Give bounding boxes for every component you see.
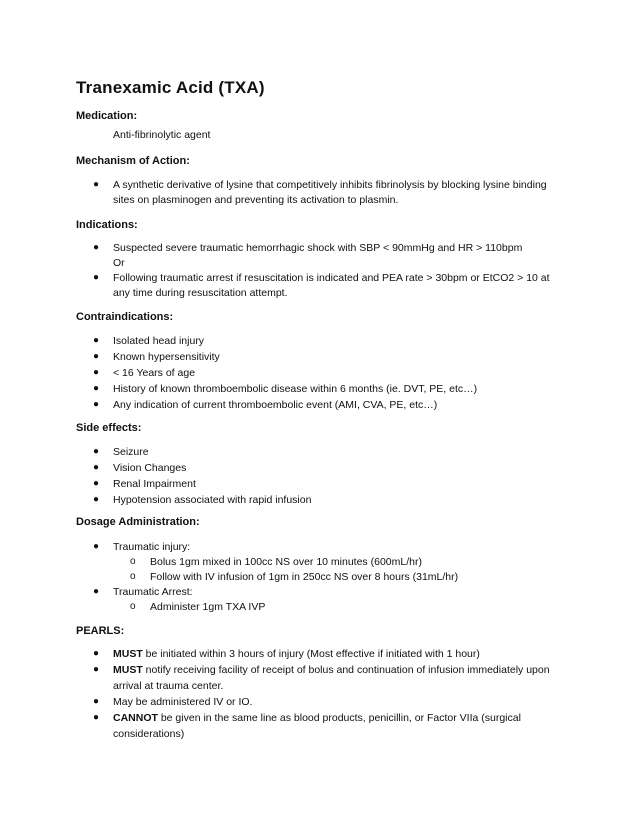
contraindications-item: Isolated head injury bbox=[113, 335, 205, 347]
indications-heading: Indications: bbox=[76, 219, 138, 231]
bullet-icon: ● bbox=[93, 179, 100, 190]
indications-item-line: any time during resuscitation attempt. bbox=[113, 287, 288, 299]
indications-item-line: Or bbox=[113, 257, 125, 269]
side-effects-item: Hypotension associated with rapid infusion bbox=[113, 494, 312, 506]
indications-item-line: Suspected severe traumatic hemorrhagic shock with SBP < 90mmHg and HR > 110bpm bbox=[113, 242, 523, 254]
bullet-icon: ● bbox=[93, 696, 100, 707]
bullet-icon: ● bbox=[93, 446, 100, 457]
pearls-heading: PEARLS: bbox=[76, 625, 125, 637]
contraindications-item: Known hypersensitivity bbox=[113, 351, 220, 363]
contraindications-item: History of known thromboembolic disease within 6 months (ie. DVT, PE, etc…) bbox=[113, 383, 478, 395]
side-effects-item: Vision Changes bbox=[113, 462, 187, 474]
pearls-item-emphasis: CANNOT bbox=[113, 712, 158, 724]
medication-value: Anti-fibrinolytic agent bbox=[113, 129, 211, 141]
pearls-item: May be administered IV or IO. bbox=[113, 696, 253, 708]
bullet-icon: ● bbox=[93, 494, 100, 505]
mechanism-item-line: A synthetic derivative of lysine that competitively inhibits fibrinolysis by blocking lysine binding bbox=[113, 179, 547, 191]
pearls-item bbox=[113, 711, 521, 725]
pearls-item-text: be given in the same line as blood products, penicillin, or Factor VIIa (surgical bbox=[157, 712, 521, 724]
dosage-traumatic-arrest: Traumatic Arrest: bbox=[113, 586, 193, 598]
side-effects-item: Seizure bbox=[113, 446, 149, 458]
circle-bullet-icon: o bbox=[130, 571, 136, 582]
bullet-icon: ● bbox=[93, 541, 100, 552]
bullet-icon: ● bbox=[93, 383, 100, 394]
contraindications-item: < 16 Years of age bbox=[113, 367, 196, 379]
circle-bullet-icon: o bbox=[130, 556, 136, 567]
mechanism-heading: Mechanism of Action: bbox=[76, 155, 190, 167]
dosage-injury-sub-item: Bolus 1gm mixed in 100cc NS over 10 minutes (600mL/hr) bbox=[150, 556, 422, 568]
mechanism-item-line: sites on plasminogen and preventing its activation to plasmin. bbox=[113, 194, 399, 206]
pearls-item-line: considerations) bbox=[113, 728, 185, 740]
bullet-icon: ● bbox=[93, 242, 100, 253]
bullet-icon: ● bbox=[93, 648, 100, 659]
dosage-traumatic-injury: Traumatic injury: bbox=[113, 541, 191, 553]
pearls-item-line: arrival at trauma center. bbox=[113, 680, 224, 692]
contraindications-heading: Contraindications: bbox=[76, 311, 174, 323]
contraindications-item: Any indication of current thromboembolic event (AMI, CVA, PE, etc…) bbox=[113, 399, 438, 411]
side-effects-item: Renal Impairment bbox=[113, 478, 196, 490]
bullet-icon: ● bbox=[93, 272, 100, 283]
pearls-item-text: notify receiving facility of receipt of bolus and continuation of infusion immediately upon bbox=[142, 664, 550, 676]
bullet-icon: ● bbox=[93, 462, 100, 473]
bullet-icon: ● bbox=[93, 351, 100, 362]
pearls-item bbox=[113, 647, 480, 661]
pearls-item-emphasis: MUST bbox=[113, 664, 143, 676]
dosage-heading: Dosage Administration: bbox=[76, 516, 200, 528]
bullet-icon: ● bbox=[93, 478, 100, 489]
pearls-item-text: be initiated within 3 hours of injury (Most effective if initiated with 1 hour) bbox=[142, 648, 480, 660]
bullet-icon: ● bbox=[93, 712, 100, 723]
pearls-item-emphasis: MUST bbox=[113, 648, 143, 660]
dosage-injury-sub-item: Follow with IV infusion of 1gm in 250cc NS over 8 hours (31mL/hr) bbox=[150, 571, 459, 583]
indications-item-line: Following traumatic arrest if resuscitation is indicated and PEA rate > 30bpm or EtCO2 > 10 at bbox=[113, 272, 550, 284]
bullet-icon: ● bbox=[93, 335, 100, 346]
bullet-icon: ● bbox=[93, 664, 100, 675]
circle-bullet-icon: o bbox=[130, 601, 136, 612]
dosage-arrest-sub-item: Administer 1gm TXA IVP bbox=[150, 601, 266, 613]
medication-heading: Medication: bbox=[76, 110, 138, 122]
pearls-item bbox=[113, 663, 550, 677]
bullet-icon: ● bbox=[93, 586, 100, 597]
bullet-icon: ● bbox=[93, 367, 100, 378]
side-effects-heading: Side effects: bbox=[76, 422, 142, 434]
bullet-icon: ● bbox=[93, 399, 100, 410]
document-title: Tranexamic Acid (TXA) bbox=[76, 78, 265, 97]
